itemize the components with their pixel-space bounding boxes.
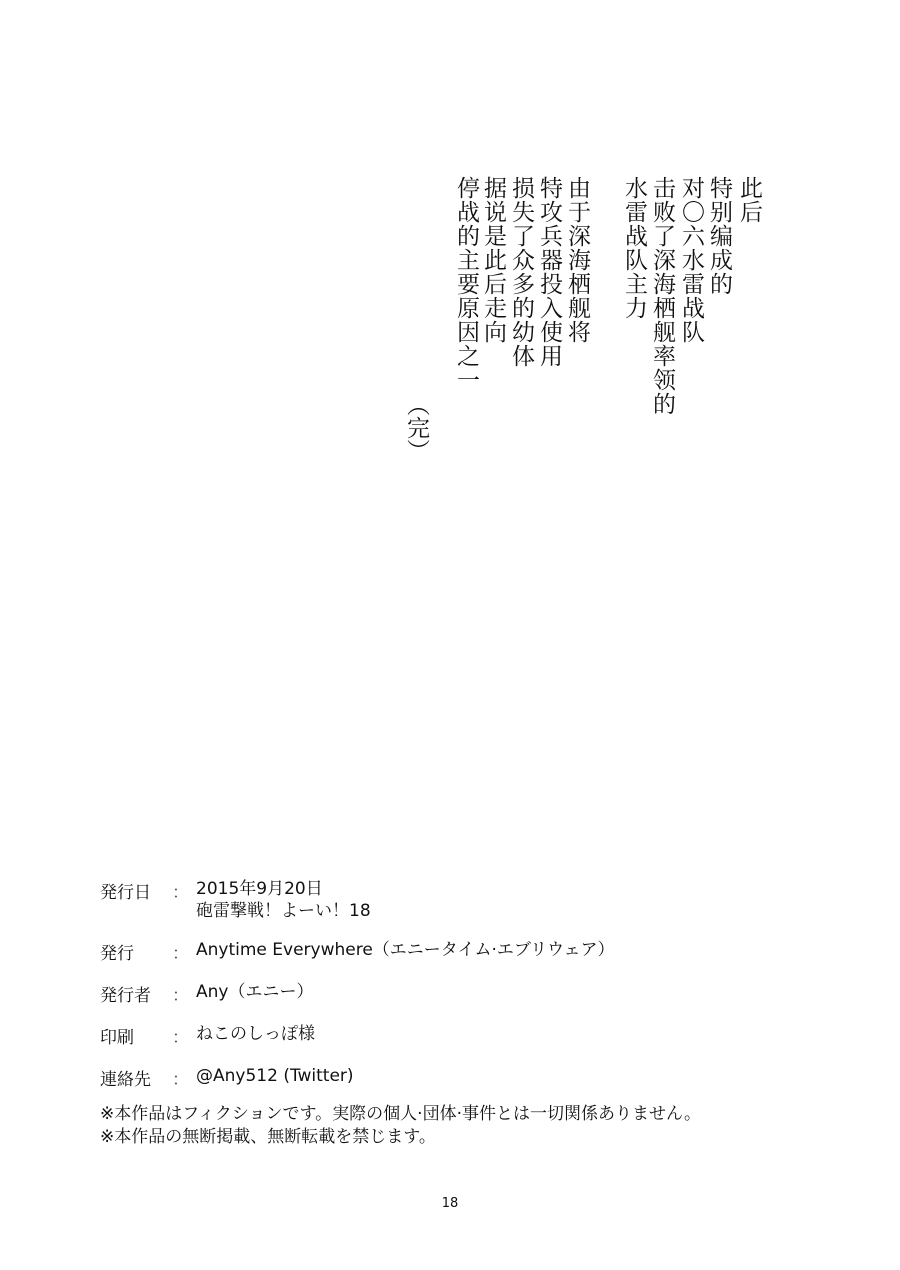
colophon-label: 印刷 [100, 1028, 134, 1048]
printer-name: ねこのしっぽ様 [196, 1024, 315, 1044]
colophon-row-publisher [100, 939, 615, 964]
colophon-separator: ： [172, 944, 189, 964]
colophon-separator: ： [172, 883, 189, 903]
story-column-6: 由于深海栖舰将 [564, 176, 590, 344]
fiction-disclaimer: ※本作品はフィクションです。実際の個人·団体·事件とは一切関係ありません。 [100, 1104, 702, 1124]
colophon-value [196, 981, 313, 1003]
page-number: 18 [441, 1196, 459, 1211]
colophon-separator: ： [172, 986, 189, 1006]
book-title: 砲雷撃戦！よーい！18 [196, 901, 371, 921]
story-column-4: 击败了深海栖舰率领的 [649, 176, 675, 416]
colophon-value [196, 939, 615, 961]
publish-date: 2015年9月20日 [196, 879, 323, 899]
colophon-row-printer [100, 1023, 615, 1048]
colophon-label: 連絡先 [100, 1070, 151, 1090]
reprint-prohibition: ※本作品の無断掲載、無断転載を禁じます。 [100, 1127, 436, 1147]
story-column-8: 损失了众多的幼体 [508, 176, 534, 368]
colophon-label: 発行者 [100, 986, 151, 1006]
author-name: Any（エニー） [196, 982, 314, 1002]
story-column-7: 特攻兵器投入使用 [536, 176, 562, 368]
contact-handle: @Any512 (Twitter) [196, 1066, 354, 1086]
colophon-value [196, 1023, 315, 1045]
publisher-name: Anytime Everywhere（エニータイム·エブリウェア） [196, 940, 615, 960]
story-column-3: 对〇六水雷战队 [678, 176, 704, 344]
story-column-2: 特别编成的 [706, 176, 732, 296]
colophon [100, 878, 615, 1107]
story-column-5: 水雷战队主力 [621, 176, 647, 320]
colophon-row-author [100, 981, 615, 1006]
colophon-separator: ： [172, 1028, 189, 1048]
story-column-10: 停战的主要原因之一 [453, 176, 479, 392]
colophon-label: 発行 [100, 944, 134, 964]
story-column-9: 据说是此后走向 [480, 176, 506, 344]
colophon-separator: ： [172, 1070, 189, 1090]
story-column-1: 此后 [736, 176, 762, 224]
colophon-row-date [100, 878, 615, 922]
disclaimer-notes [100, 1103, 701, 1149]
end-mark: （完） [403, 393, 429, 462]
colophon-row-contact [100, 1065, 615, 1090]
colophon-label: 発行日 [100, 883, 151, 903]
colophon-value [196, 878, 371, 922]
colophon-value [196, 1065, 354, 1087]
